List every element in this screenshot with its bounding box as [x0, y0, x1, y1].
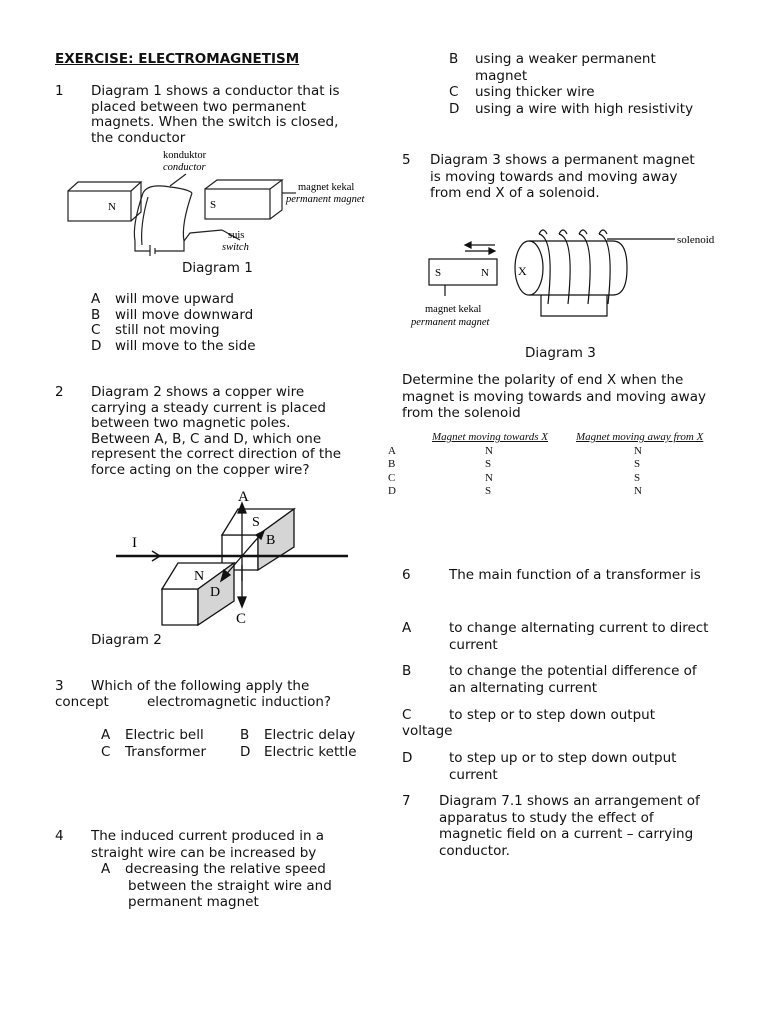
q5-line-2: is moving towards and moving away — [430, 168, 678, 185]
q4-option-c-letter: C — [449, 84, 459, 100]
q1-line-3: magnets. When the switch is closed, — [91, 114, 339, 130]
table-row-a-away: N — [634, 445, 642, 457]
q3-line-2a: concept — [55, 693, 109, 710]
q1-line-1: Diagram 1 shows a conductor that is — [91, 83, 340, 99]
diagram-2-caption: Diagram 2 — [91, 632, 162, 648]
table-row-c-letter: C — [388, 471, 396, 484]
diagram-1-caption: Diagram 1 — [182, 260, 253, 276]
q1-number: 1 — [55, 83, 64, 99]
table-row-d-towards: S — [485, 485, 492, 497]
diagram-3-pole-n: N — [481, 267, 489, 279]
q6-option-c-letter: C — [402, 707, 412, 723]
q6-text: The main function of a transformer is — [449, 567, 701, 583]
q4-option-a-line-1: decreasing the relative speed — [125, 861, 326, 877]
q3-number: 3 — [55, 678, 64, 694]
q2-number: 2 — [55, 384, 64, 400]
diagram-1 — [60, 145, 390, 257]
q7-line-3: magnetic field on a current – carrying — [439, 826, 694, 842]
q5-number: 5 — [402, 152, 411, 168]
q2-line-3: between two magnetic poles. — [91, 415, 291, 431]
diagram-2-label-n: N — [194, 569, 205, 584]
q3-option-a: Electric bell — [125, 727, 204, 743]
q6-option-a-letter: A — [402, 620, 412, 636]
table-row-a-letter: A — [388, 445, 396, 457]
q6-option-a-line-1: to change alternating current to direct — [449, 620, 709, 636]
q6-option-b-line-1: to change the potential difference of — [449, 663, 697, 679]
table-row-b-letter: B — [388, 458, 396, 470]
q7-line-4: conductor. — [439, 842, 510, 859]
q1-option-b-letter: B — [91, 306, 101, 323]
diagram-1-conductor-en: conductor — [163, 162, 206, 173]
q4-option-b-line-1: using a weaker permanent — [475, 51, 656, 67]
table-row-d-away: N — [634, 485, 642, 497]
diagram-1-pole-n: N — [108, 201, 116, 213]
q5-prompt-line-2: magnet is moving towards and moving away — [402, 388, 706, 405]
q6-option-b-letter: B — [402, 663, 412, 679]
q4-option-d: using a wire with high resistivity — [475, 101, 694, 117]
q7-line-1: Diagram 7.1 shows an arrangement of — [439, 793, 700, 809]
q4-option-a-line-2: between the straight wire and — [128, 878, 332, 894]
q3-line-2b: electromagnetic induction? — [147, 693, 332, 710]
table-row-b-towards: S — [485, 458, 492, 470]
q4-option-a-letter: A — [101, 861, 111, 877]
q1-line-2: placed between two permanent — [91, 98, 307, 115]
table-row-a-towards: N — [485, 445, 493, 457]
q1-option-c: still not moving — [115, 322, 220, 338]
q3-option-c: Transformer — [125, 744, 207, 760]
q4-number: 4 — [55, 828, 64, 844]
diagram-2-label-i: I — [132, 535, 137, 551]
diagram-2-label-a: A — [238, 489, 249, 505]
q5-prompt-line-1: Determine the polarity of end X when the — [402, 372, 684, 388]
q4-line-2: straight wire can be increased by — [91, 845, 317, 861]
diagram-3-pole-s: S — [435, 267, 442, 279]
q7-line-2: apparatus to study the effect of — [439, 809, 654, 826]
q2-line-2: carrying a steady current is placed — [91, 399, 326, 416]
q1-option-d: will move to the side — [115, 338, 256, 354]
diagram-3-solenoid-label: solenoid — [677, 234, 715, 246]
diagram-1-magnet-en: permanent magnet — [286, 194, 365, 205]
q6-option-d-line-1: to step up or to step down output — [449, 750, 677, 766]
q1-option-d-letter: D — [91, 338, 102, 354]
diagram-1-conductor-my: konduktor — [163, 150, 207, 161]
q6-option-d-line-2: current — [449, 766, 498, 783]
q2-line-1: Diagram 2 shows a copper wire — [91, 384, 305, 400]
q6-option-c-line-1: to step or to step down output — [449, 707, 656, 723]
q5-line-3: from end X of a solenoid. — [430, 185, 600, 201]
q7-number: 7 — [402, 793, 411, 809]
q3-option-a-letter: A — [101, 727, 111, 743]
q4-line-1: The induced current produced in a — [91, 828, 325, 844]
diagram-2 — [110, 485, 355, 630]
diagram-2-label-b: B — [266, 533, 276, 548]
table-header-towards: Magnet moving towards X — [432, 431, 548, 443]
q4-option-a-line-3: permanent magnet — [128, 894, 259, 910]
q6-option-b-line-2: an alternating current — [449, 679, 598, 696]
q3-option-d: Electric kettle — [264, 744, 357, 760]
diagram-2-label-d: D — [210, 585, 221, 600]
q6-option-d-letter: D — [402, 750, 413, 766]
diagram-3-magnet-my: magnet kekal — [425, 304, 482, 315]
q1-line-4: the conductor — [91, 129, 186, 146]
q4-option-c: using thicker wire — [475, 84, 595, 100]
q5-prompt-line-3: from the solenoid — [402, 405, 521, 421]
q3-option-b: Electric delay — [264, 727, 356, 743]
q5-line-1: Diagram 3 shows a permanent magnet — [430, 152, 695, 168]
diagram-1-switch-en: switch — [222, 242, 249, 253]
diagram-3-magnet-en: permanent magnet — [411, 317, 490, 328]
diagram-1-pole-s: S — [210, 199, 217, 211]
table-row-b-away: S — [634, 458, 641, 470]
diagram-1-switch-my: suis — [228, 230, 245, 241]
q3-option-d-letter: D — [240, 744, 251, 760]
q1-option-c-letter: C — [91, 322, 101, 338]
q1-option-a: will move upward — [115, 291, 234, 307]
q3-line-1: Which of the following apply the — [91, 678, 310, 694]
table-header-away: Magnet moving away from X — [576, 431, 704, 443]
q4-option-b-line-2: magnet — [475, 68, 528, 84]
table-row-c-towards: N — [485, 471, 493, 484]
table-row-c-away: S — [634, 471, 641, 484]
diagram-3-end-x: X — [518, 264, 527, 278]
diagram-2-label-s: S — [252, 515, 260, 530]
diagram-2-label-c: C — [236, 611, 247, 627]
q4-option-b-letter: B — [449, 51, 459, 67]
q2-line-6: force acting on the copper wire? — [91, 461, 310, 478]
q2-line-5: represent the correct direction of the — [91, 446, 342, 462]
diagram-1-magnet-my: magnet kekal — [298, 182, 355, 193]
q4-option-d-letter: D — [449, 101, 460, 117]
q2-line-4: Between A, B, C and D, which one — [91, 430, 322, 447]
q6-option-c-line-2: voltage — [402, 723, 453, 739]
page-title: EXERCISE: ELECTROMAGNETISM — [55, 51, 300, 67]
q1-option-b: will move downward — [115, 306, 254, 323]
q3-option-b-letter: B — [240, 727, 250, 743]
q6-option-a-line-2: current — [449, 636, 498, 653]
diagram-3 — [405, 228, 725, 332]
diagram-3-caption: Diagram 3 — [525, 345, 596, 361]
q3-option-c-letter: C — [101, 744, 111, 760]
q1-option-a-letter: A — [91, 291, 101, 307]
table-row-d-letter: D — [388, 485, 396, 497]
q6-number: 6 — [402, 567, 411, 583]
